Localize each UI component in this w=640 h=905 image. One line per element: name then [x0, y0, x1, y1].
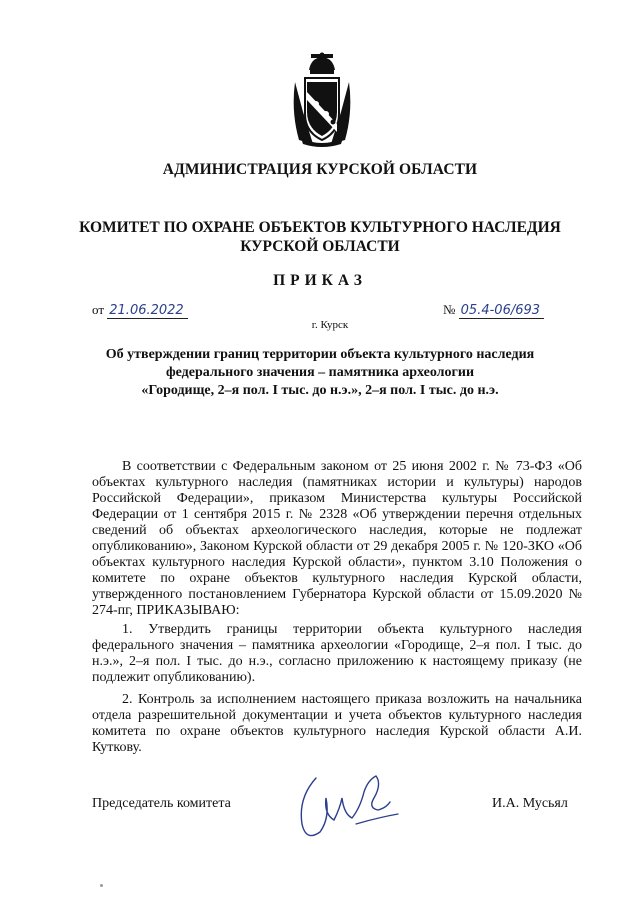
- date-prefix: от: [92, 302, 105, 317]
- coat-of-arms-icon: [289, 52, 355, 147]
- document-type: ПРИКАЗ: [273, 272, 367, 289]
- organization-title: АДМИНИСТРАЦИЯ КУРСКОЙ ОБЛАСТИ: [162, 161, 478, 178]
- subject-line2: федерального значения – памятника археологии: [165, 365, 475, 380]
- date-value: 21.06.2022: [107, 303, 187, 319]
- body-paragraph-1: В соответствии с Федеральным законом от 25 июня 2002 г. № 73-ФЗ «Об объектах культурного наследия (памятниках истории и культуры) народов Российской Федерации», приказом Министерства культуры Российской Федерации от 1 сентября 2015 г. № 2328 «Об утверждении перечня отдельных сведений об объектах археологического наследия, которые не подлежат опубликованию», Законом Курской области от 29 декабря 2005 г. № 120-ЗКО «Об объектах культурного наследия Курской области», пунктом 3.10 Положения о комитете по охране объектов культурного наследия Курской области, утвержденного постановлением Губернатора Курской области от 15.09.2020 № 274-пг, ПРИКАЗЫВАЮ:: [92, 459, 582, 618]
- committee-title-line2: КУРСКОЙ ОБЛАСТИ: [240, 238, 400, 255]
- order-number: [443, 302, 544, 319]
- body-paragraph-3: 2. Контроль за исполнением настоящего приказа возложить на начальника отдела разрешительной документации и учета объектов культурного наследия комитета по охране объектов культурного наследия Курской области А.И. Куткову.: [92, 692, 582, 755]
- signatory-title: Председатель комитета: [92, 796, 231, 811]
- body-paragraph-2: 1. Утвердить границы территории объекта культурного наследия федерального значения – памятника археологии «Городище, 2–я пол. I тыс. до н.э.», 2–я пол. I тыс. до н.э., согласно приложению к настоящему приказу (не подлежит опубликованию).: [92, 622, 582, 685]
- subject-line1: Об утверждении границ территории объекта культурного наследия: [105, 347, 535, 362]
- scan-artifact: [100, 884, 103, 887]
- subject-line3: «Городище, 2–я пол. I тыс. до н.э.», 2–я пол. I тыс. до н.э.: [141, 383, 499, 398]
- number-prefix: №: [443, 302, 456, 317]
- signatory-name: И.А. Мусьял: [492, 796, 568, 811]
- committee-title: [0, 218, 640, 256]
- committee-title-line1: КОМИТЕТ ПО ОХРАНЕ ОБЪЕКТОВ КУЛЬТУРНОГО НАСЛЕДИЯ: [79, 219, 561, 236]
- number-value: 05.4-06/693: [459, 303, 544, 319]
- order-date: [92, 302, 188, 319]
- handwritten-signature: [286, 768, 406, 848]
- city: г. Курск: [311, 319, 349, 331]
- order-subject: [60, 346, 580, 400]
